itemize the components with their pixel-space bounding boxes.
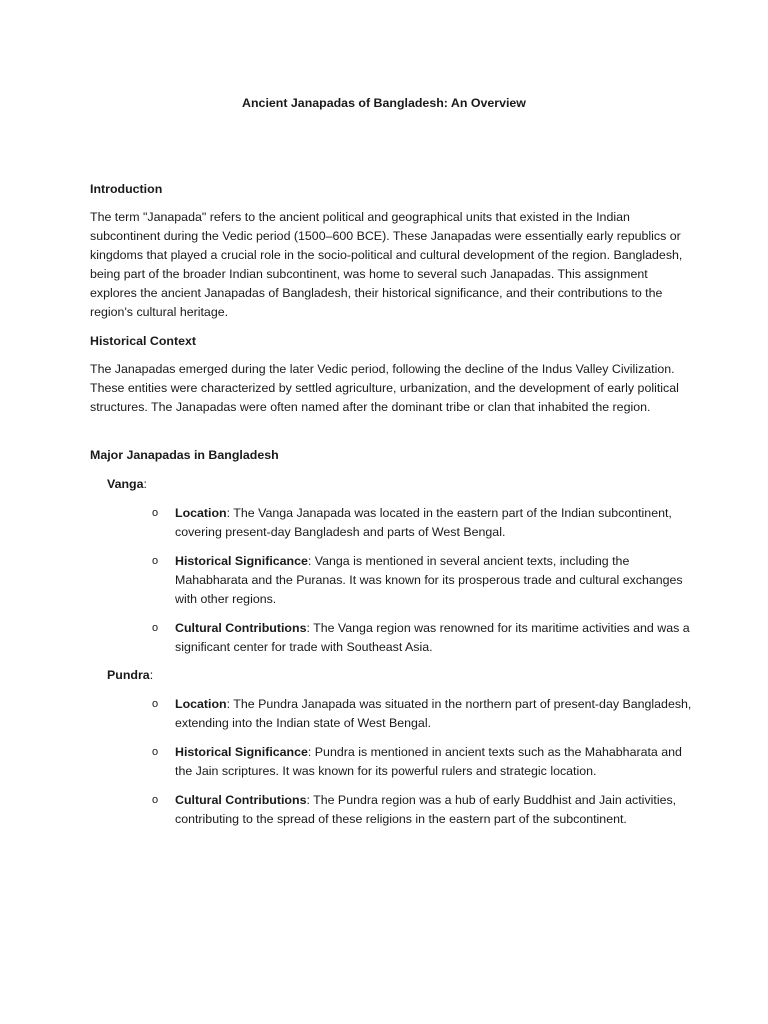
heading-introduction: Introduction [90, 182, 163, 196]
bullet-label: Cultural Contributions [175, 793, 307, 807]
bullet-circle-icon: o [152, 622, 159, 634]
bullet-text: : The Pundra region was a hub of early Buddhist and Jain activities, contributing to the spread of these religions in the eastern part of the subcontinent. [175, 793, 677, 826]
bullet-circle-icon: o [152, 794, 159, 806]
list-item-pundra-location [152, 695, 695, 733]
list-item-pundra-cultural-contributions [152, 791, 695, 829]
list-item-pundra-historical-significance [152, 743, 695, 781]
list-item-vanga-cultural-contributions [152, 619, 695, 657]
janapada-heading-pundra [107, 666, 153, 685]
bullet-text: : The Vanga region was renowned for its maritime activities and was a significant center for trade with Southeast Asia. [175, 621, 690, 654]
bullet-circle-icon: o [152, 507, 159, 519]
bullet-label: Historical Significance [175, 554, 308, 568]
document-title: Ancient Janapadas of Bangladesh: An Overview [242, 96, 526, 110]
bullet-text: : The Vanga Janapada was located in the eastern part of the Indian subcontinent, covering present-day Bangladesh and parts of West Bengal. [175, 506, 672, 539]
bullet-circle-icon: o [152, 746, 159, 758]
bullet-label: Historical Significance [175, 745, 308, 759]
janapada-suffix: : [143, 477, 147, 491]
janapada-name: Vanga [107, 477, 144, 491]
janapada-heading-vanga [107, 475, 147, 494]
bullet-text: : The Pundra Janapada was situated in the northern part of present-day Bangladesh, extending into the Indian state of West Bengal. [175, 697, 692, 730]
heading-historical-context: Historical Context [90, 334, 197, 348]
bullet-text: : Pundra is mentioned in ancient texts such as the Mahabharata and the Jain scriptures. It was known for its powerful rulers and strategic location. [175, 745, 682, 778]
janapada-suffix: : [149, 668, 154, 682]
bullet-label: Location [175, 506, 227, 520]
bullet-circle-icon: o [152, 698, 159, 710]
bullet-circle-icon: o [152, 555, 159, 567]
list-item-vanga-historical-significance [152, 552, 695, 609]
bullet-text: : Vanga is mentioned in several ancient texts, including the Mahabharata and the Puranas. It was known for its prosperous trade and cultural exchanges with other regions. [175, 554, 683, 606]
heading-major-janapadas: Major Janapadas in Bangladesh [90, 448, 279, 462]
janapada-name: Pundra [107, 668, 150, 682]
list-item-vanga-location [152, 504, 695, 542]
bullet-label: Location [175, 697, 227, 711]
paragraph-introduction: The term "Janapada" refers to the ancient political and geographical units that existed in the Indian subcontinent during the Vedic period (1500–600 BCE). These Janapadas were essentially early republics or kingdoms that played a crucial role in the socio-political and cultural development of the region. Bangladesh, being part of the broader Indian subcontinent, was home to several such Janapadas. This assignment explores the ancient Janapadas of Bangladesh, their historical significance, and their contributions to the region's cultural heritage. [90, 210, 683, 319]
bullet-label: Cultural Contributions [175, 621, 307, 635]
paragraph-historical-context: The Janapadas emerged during the later Vedic period, following the decline of the Indus Valley Civilization. These entities were characterized by settled agriculture, urbanization, and the development of early political structures. The Janapadas were often named after the dominant tribe or clan that inhabited the region. [90, 362, 679, 414]
